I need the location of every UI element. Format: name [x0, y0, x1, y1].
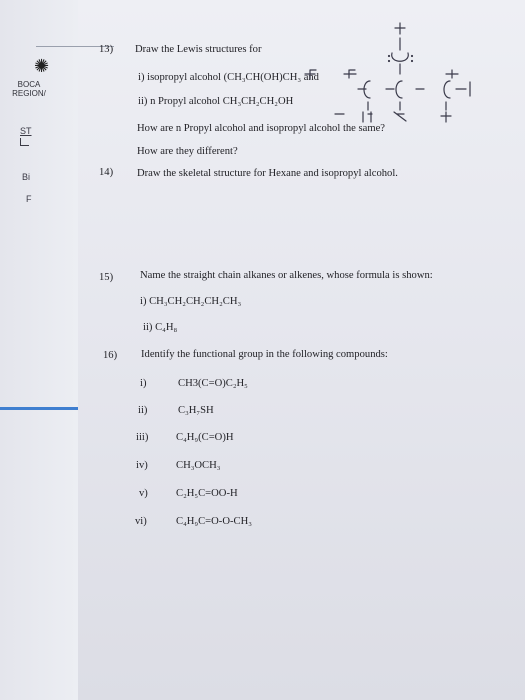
hw-bottom-h-1 [335, 112, 372, 122]
q16-item-formula: C₃H₇SH [178, 405, 214, 416]
margin-label-b: Bi [22, 172, 31, 182]
hw-down-bonds [368, 102, 446, 110]
margin-label-f: F [26, 194, 32, 204]
q16-item-formula: C₄H₉(C=O)H [176, 432, 234, 443]
q16-item-label: i) [140, 378, 147, 389]
q16-item-label: vi) [135, 516, 147, 527]
q16-number: 16) [103, 350, 118, 361]
q16-item-label: iv) [136, 460, 148, 471]
margin-bracket-icon [20, 138, 29, 146]
hw-oxygen [392, 53, 409, 61]
school-logo-icon: ✺ [34, 56, 50, 76]
q14-number: 14) [99, 167, 114, 178]
q13-question-same: How are n Propyl alcohol and isopropyl alcohol the same? [137, 123, 386, 134]
q16-item-label: iii) [136, 432, 149, 443]
q16-prompt: Identify the functional group in the following compounds: [141, 349, 388, 360]
blue-highlight-line [0, 407, 78, 410]
q15-part-i: i) CH₃CH₂CH₂CH₂CH₃ [140, 296, 242, 307]
q15-prompt: Name the straight chain alkanes or alkenes, whose formula is shown: [140, 270, 433, 281]
q16-item-label: v) [139, 488, 148, 499]
q13-number: 13) [99, 44, 114, 55]
hw-left-h [305, 70, 316, 79]
q16-item-label: ii) [138, 405, 148, 416]
hw-top-right-h [446, 70, 458, 78]
q14-prompt: Draw the skeletal structure for Hexane and isopropyl alcohol. [137, 168, 398, 179]
q13-part-ii: ii) n Propyl alcohol CH₃CH₂CH₂OH [138, 96, 294, 107]
left-margin [0, 0, 78, 700]
school-logo-text [2, 80, 56, 98]
margin-label-st: ST [20, 126, 32, 136]
hw-c3 [416, 81, 470, 98]
q13-prompt: Draw the Lewis structures for [135, 44, 262, 55]
hw-top-left-h [344, 70, 356, 78]
hw-c2 [386, 81, 402, 98]
logo-line-1: BOCA [17, 80, 41, 89]
q16-item-formula: CH₃OCH₃ [176, 460, 221, 471]
hw-bottom-h-3 [441, 112, 451, 122]
handwritten-lewis-structure [300, 18, 500, 123]
q16-item-formula: C₂H₅C=OO-H [176, 488, 238, 499]
q13-part-i: i) isopropyl alcohol (CH₃CH(OH)CH₃ and [138, 72, 319, 83]
q15-part-ii: ii) C₄H₈ [143, 322, 178, 333]
q16-item-formula: CH3(C=O)C₂H₅ [178, 378, 248, 389]
hw-c1 [358, 81, 370, 98]
q16-item-formula: C₄H₉C=O-O-CH₃ [176, 516, 252, 527]
q13-question-different: How are they different? [137, 146, 238, 157]
q15-number: 15) [99, 272, 114, 283]
logo-line-2: REGION/ [12, 89, 46, 98]
hw-bottom-h-2 [394, 112, 406, 121]
hw-top-h [395, 23, 405, 34]
